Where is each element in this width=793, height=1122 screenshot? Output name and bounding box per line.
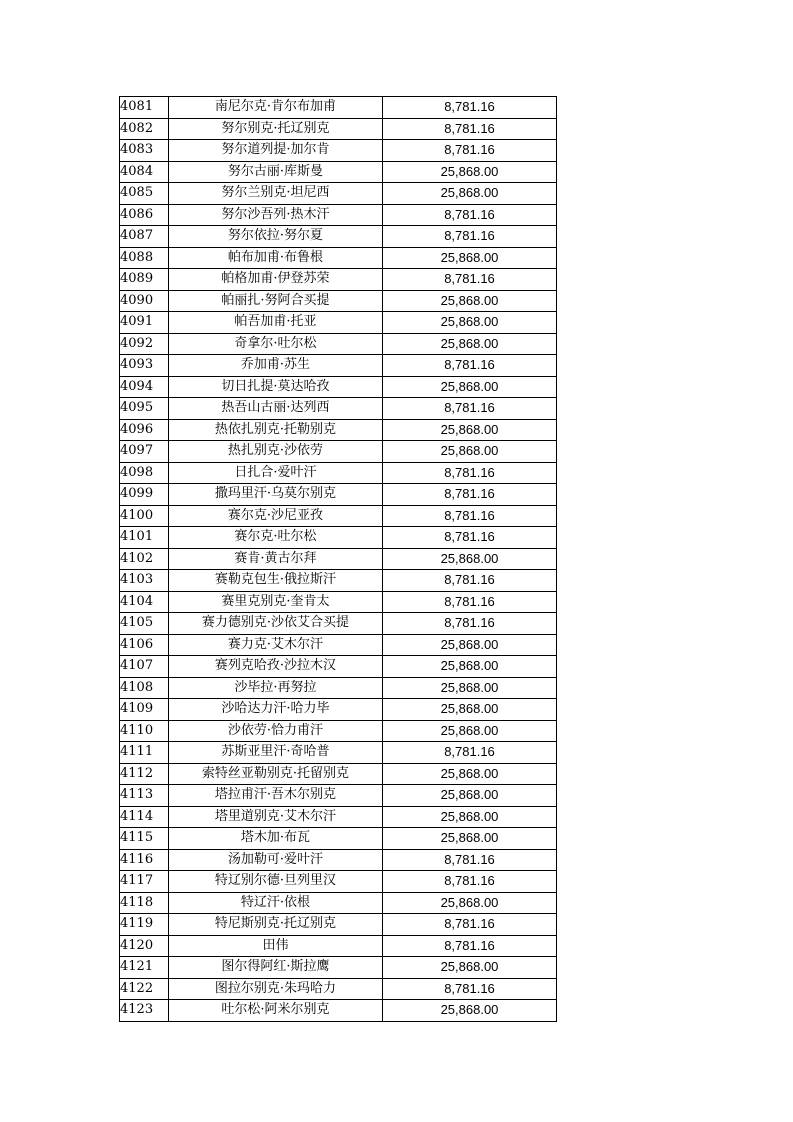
amount-value: 8,781.16 [383, 226, 557, 248]
row-number: 4115 [120, 828, 169, 850]
row-number: 4101 [120, 527, 169, 549]
person-name: 特尼斯别克·托辽别克 [169, 914, 383, 936]
row-number: 4102 [120, 548, 169, 570]
table-row [120, 204, 557, 226]
person-name: 乔加甫·苏生 [169, 355, 383, 377]
table-row [120, 441, 557, 463]
person-name: 吐尔松·阿米尔别克 [169, 1000, 383, 1022]
amount-value: 25,868.00 [383, 677, 557, 699]
table-row [120, 140, 557, 162]
person-name: 赛力克·艾木尔汗 [169, 634, 383, 656]
person-name: 赛勒克包生·俄拉斯汗 [169, 570, 383, 592]
amount-value: 8,781.16 [383, 355, 557, 377]
table-row [120, 613, 557, 635]
person-name: 努尔沙吾列·热木汗 [169, 204, 383, 226]
amount-value: 25,868.00 [383, 290, 557, 312]
person-name: 苏斯亚里汗·奇哈普 [169, 742, 383, 764]
amount-value: 25,868.00 [383, 828, 557, 850]
row-number: 4120 [120, 935, 169, 957]
amount-value: 25,868.00 [383, 720, 557, 742]
person-name: 帕丽扎·努阿合买提 [169, 290, 383, 312]
row-number: 4098 [120, 462, 169, 484]
person-name: 赛里克别克·奎肯太 [169, 591, 383, 613]
table-row [120, 312, 557, 334]
table-row [120, 333, 557, 355]
amount-value: 25,868.00 [383, 634, 557, 656]
row-number: 4108 [120, 677, 169, 699]
amount-value: 8,781.16 [383, 484, 557, 506]
person-name: 特辽汗·依根 [169, 892, 383, 914]
amount-value: 8,781.16 [383, 871, 557, 893]
table-row [120, 1000, 557, 1022]
row-number: 4089 [120, 269, 169, 291]
person-name: 帕格加甫·伊登苏荣 [169, 269, 383, 291]
row-number: 4113 [120, 785, 169, 807]
amount-value: 8,781.16 [383, 269, 557, 291]
table-row [120, 97, 557, 119]
data-table [119, 96, 557, 1022]
table-row [120, 849, 557, 871]
row-number: 4084 [120, 161, 169, 183]
person-name: 努尔依拉·努尔夏 [169, 226, 383, 248]
table-row [120, 484, 557, 506]
table-row [120, 527, 557, 549]
person-name: 索特丝亚勒别克·托留别克 [169, 763, 383, 785]
person-name: 塔里道别克·艾木尔汗 [169, 806, 383, 828]
person-name: 田伟 [169, 935, 383, 957]
amount-value: 25,868.00 [383, 763, 557, 785]
table-body [120, 97, 557, 1022]
amount-value: 25,868.00 [383, 785, 557, 807]
amount-value: 8,781.16 [383, 204, 557, 226]
amount-value: 8,781.16 [383, 613, 557, 635]
row-number: 4083 [120, 140, 169, 162]
amount-value: 8,781.16 [383, 978, 557, 1000]
amount-value: 25,868.00 [383, 656, 557, 678]
row-number: 4094 [120, 376, 169, 398]
person-name: 撒玛里汗·乌莫尔别克 [169, 484, 383, 506]
table-row [120, 763, 557, 785]
person-name: 图尔得阿红·斯拉鹰 [169, 957, 383, 979]
table-row [120, 161, 557, 183]
person-name: 切日扎提·莫达哈孜 [169, 376, 383, 398]
amount-value: 25,868.00 [383, 419, 557, 441]
table-row [120, 376, 557, 398]
person-name: 奇拿尔·吐尔松 [169, 333, 383, 355]
row-number: 4104 [120, 591, 169, 613]
row-number: 4121 [120, 957, 169, 979]
table-row [120, 355, 557, 377]
amount-value: 8,781.16 [383, 591, 557, 613]
person-name: 热依扎别克·托勒别克 [169, 419, 383, 441]
amount-value: 8,781.16 [383, 462, 557, 484]
amount-value: 25,868.00 [383, 333, 557, 355]
table-row [120, 570, 557, 592]
table-row [120, 247, 557, 269]
amount-value: 8,781.16 [383, 97, 557, 119]
table-row [120, 290, 557, 312]
person-name: 热吾山古丽·达列西 [169, 398, 383, 420]
row-number: 4110 [120, 720, 169, 742]
amount-value: 25,868.00 [383, 892, 557, 914]
row-number: 4118 [120, 892, 169, 914]
amount-value: 8,781.16 [383, 527, 557, 549]
row-number: 4122 [120, 978, 169, 1000]
person-name: 南尼尔克·肯尔布加甫 [169, 97, 383, 119]
amount-value: 8,781.16 [383, 849, 557, 871]
person-name: 努尔别克·托辽别克 [169, 118, 383, 140]
table-row [120, 957, 557, 979]
table-row [120, 914, 557, 936]
table-row [120, 935, 557, 957]
table-row [120, 505, 557, 527]
amount-value: 8,781.16 [383, 742, 557, 764]
row-number: 4093 [120, 355, 169, 377]
table-row [120, 656, 557, 678]
person-name: 帕吾加甫·托亚 [169, 312, 383, 334]
table-row [120, 183, 557, 205]
table-row [120, 398, 557, 420]
row-number: 4085 [120, 183, 169, 205]
row-number: 4105 [120, 613, 169, 635]
person-name: 日扎合·爱叶汗 [169, 462, 383, 484]
person-name: 图拉尔别克·朱玛哈力 [169, 978, 383, 1000]
amount-value: 8,781.16 [383, 570, 557, 592]
row-number: 4111 [120, 742, 169, 764]
table-row [120, 785, 557, 807]
amount-value: 8,781.16 [383, 118, 557, 140]
table-row [120, 806, 557, 828]
amount-value: 8,781.16 [383, 505, 557, 527]
person-name: 赛肯·黄古尔拜 [169, 548, 383, 570]
table-row [120, 462, 557, 484]
row-number: 4087 [120, 226, 169, 248]
amount-value: 25,868.00 [383, 161, 557, 183]
person-name: 特辽别尔德·旦列里汉 [169, 871, 383, 893]
row-number: 4114 [120, 806, 169, 828]
table-row [120, 828, 557, 850]
row-number: 4107 [120, 656, 169, 678]
amount-value: 8,781.16 [383, 140, 557, 162]
person-name: 赛列克哈孜·沙拉木汉 [169, 656, 383, 678]
person-name: 塔木加·布瓦 [169, 828, 383, 850]
amount-value: 25,868.00 [383, 699, 557, 721]
amount-value: 8,781.16 [383, 914, 557, 936]
table-row [120, 548, 557, 570]
person-name: 塔拉甫汗·吾木尔别克 [169, 785, 383, 807]
table-row [120, 591, 557, 613]
row-number: 4106 [120, 634, 169, 656]
table-row [120, 892, 557, 914]
person-name: 赛尔克·沙尼亚孜 [169, 505, 383, 527]
person-name: 汤加勒可·爱叶汗 [169, 849, 383, 871]
table-row [120, 742, 557, 764]
row-number: 4088 [120, 247, 169, 269]
row-number: 4123 [120, 1000, 169, 1022]
amount-value: 25,868.00 [383, 957, 557, 979]
row-number: 4092 [120, 333, 169, 355]
person-name: 沙哈达力汗·哈力毕 [169, 699, 383, 721]
person-name: 帕布加甫·布鲁根 [169, 247, 383, 269]
row-number: 4081 [120, 97, 169, 119]
row-number: 4090 [120, 290, 169, 312]
amount-value: 25,868.00 [383, 1000, 557, 1022]
row-number: 4099 [120, 484, 169, 506]
amount-value: 25,868.00 [383, 183, 557, 205]
amount-value: 8,781.16 [383, 935, 557, 957]
row-number: 4119 [120, 914, 169, 936]
amount-value: 25,868.00 [383, 548, 557, 570]
table-row [120, 226, 557, 248]
amount-value: 25,868.00 [383, 376, 557, 398]
amount-value: 25,868.00 [383, 806, 557, 828]
row-number: 4096 [120, 419, 169, 441]
row-number: 4100 [120, 505, 169, 527]
row-number: 4091 [120, 312, 169, 334]
person-name: 努尔道列提·加尔肯 [169, 140, 383, 162]
table-row [120, 677, 557, 699]
person-name: 赛力德别克·沙依艾合买提 [169, 613, 383, 635]
person-name: 努尔古丽·库斯曼 [169, 161, 383, 183]
table-row [120, 419, 557, 441]
row-number: 4103 [120, 570, 169, 592]
table-row [120, 269, 557, 291]
row-number: 4082 [120, 118, 169, 140]
row-number: 4109 [120, 699, 169, 721]
table-row [120, 978, 557, 1000]
amount-value: 25,868.00 [383, 247, 557, 269]
person-name: 沙依劳·恰力甫汗 [169, 720, 383, 742]
amount-value: 25,868.00 [383, 312, 557, 334]
row-number: 4086 [120, 204, 169, 226]
table-row [120, 720, 557, 742]
person-name: 努尔兰别克·坦尼西 [169, 183, 383, 205]
row-number: 4116 [120, 849, 169, 871]
row-number: 4117 [120, 871, 169, 893]
amount-value: 8,781.16 [383, 398, 557, 420]
row-number: 4097 [120, 441, 169, 463]
person-name: 热扎别克·沙依劳 [169, 441, 383, 463]
row-number: 4112 [120, 763, 169, 785]
table-row [120, 118, 557, 140]
table-row [120, 871, 557, 893]
table-row [120, 699, 557, 721]
row-number: 4095 [120, 398, 169, 420]
person-name: 沙毕拉·再努拉 [169, 677, 383, 699]
person-name: 赛尔克·吐尔松 [169, 527, 383, 549]
table-row [120, 634, 557, 656]
amount-value: 25,868.00 [383, 441, 557, 463]
